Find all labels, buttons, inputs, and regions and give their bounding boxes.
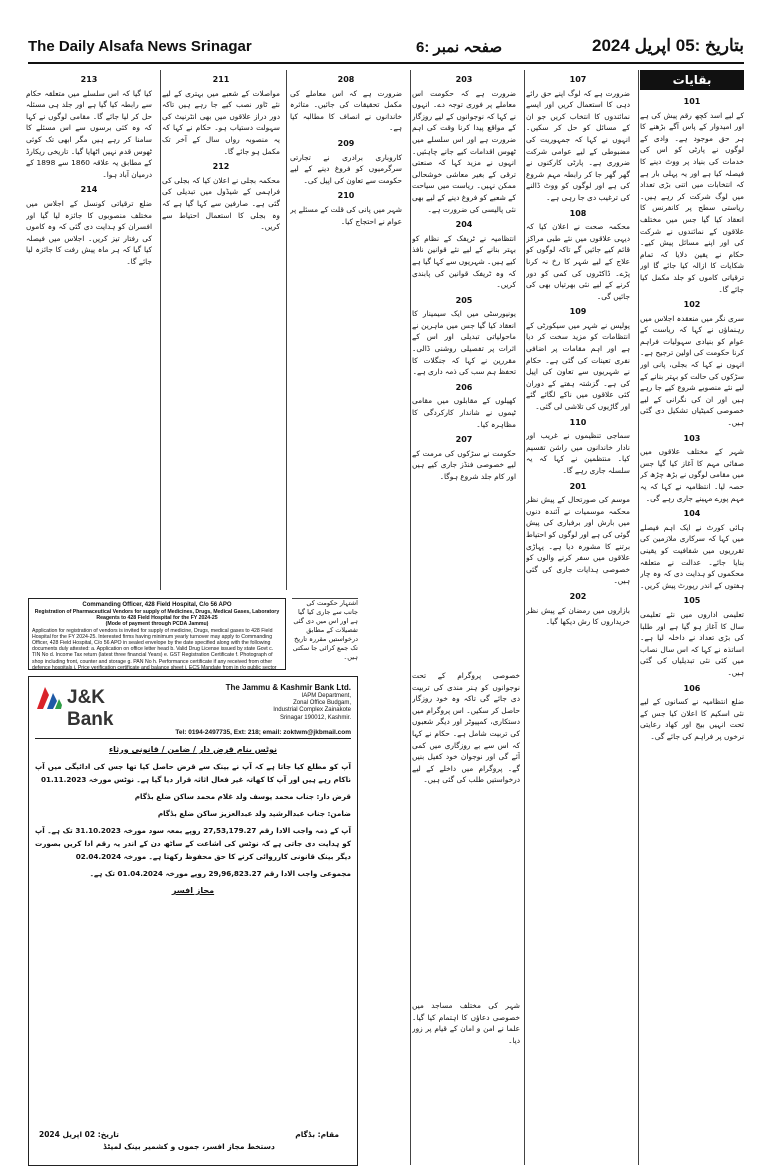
- article-column-1: [640, 92, 744, 1173]
- notice-side-text: اشتہار حکومت کی جانب سے جاری کیا گیا ہے اور اس میں دی گئی تفصیلات کے مطابق درخواستیں مقررہ تاریخ تک جمع کرائی جا سکتی ہیں۔: [292, 598, 358, 670]
- address-line: IAPM Department,: [301, 693, 351, 699]
- article-number: 109: [569, 307, 587, 317]
- bank-logo-text: J&K Bank: [67, 687, 114, 730]
- article-text: شہر کے مختلف علاقوں میں صفائی مہم کا آغاز کیا گیا جس میں مقامی لوگوں نے بڑھ چڑھ کر حصہ لیا۔ انتظامیہ نے کہا کہ یہ مہم پورے مہینے جاری رہے گی۔: [640, 447, 744, 503]
- masthead: [28, 36, 744, 64]
- article-number: 101: [683, 97, 701, 106]
- article-text: بازاروں میں رمضان کے پیش نظر خریداروں کا رش دیکھا گیا۔: [526, 605, 630, 627]
- article-column-5: [162, 70, 280, 660]
- bank-advertisement: [28, 676, 358, 1166]
- sign-place: مقام: بڈگام: [295, 1130, 339, 1139]
- bank-contact: Tel: 0194-2497735, Ext: 218; email: zoktwm@jkbmail.com: [35, 729, 351, 739]
- article-text: مواصلات کے شعبے میں بہتری کے لیے نئے ٹاور نصب کیے جا رہے ہیں تاکہ دور دراز علاقوں میں بھی انٹرنیٹ کی سہولت دستیاب ہو۔ حکام نے کہا کہ یہ منصوبہ رواں سال کے آخر تک مکمل ہو جائے گا۔: [162, 88, 280, 156]
- article-number: 104: [683, 509, 701, 519]
- notice-subheading: Registration of Pharmaceutical Vendors for supply of Medicines, Drugs, Medical Gases, Laboratory Reagents to 428 Field Hospital for the FY 2024-25: [34, 609, 280, 622]
- article-text: ضلع انتظامیہ نے کسانوں کے لیے نئی اسکیم کا اعلان کیا جس کے تحت انہیں بیج اور کھاد رعایتی نرخوں پر فراہم کی جائے گی۔: [640, 697, 744, 741]
- sign-date: تاریخ: 02 اپریل 2024: [39, 1130, 119, 1139]
- article-text: خصوصی پروگرام کے تحت نوجوانوں کو ہنر مندی کی تربیت دی جائے گی تاکہ وہ خود روزگار حاصل کر سکیں۔ اس پروگرام میں دستکاری، کمپیوٹر اور دیگر شعبوں کی تربیت شامل ہے۔ حکام نے کہا کہ اس سے بے روزگاری میں کمی آئے گی اور نوجوان خود کفیل بنیں گے۔ پروگرام میں داخلے کے لیے درخواستیں طلب کی گئی ہیں۔: [412, 671, 520, 785]
- article-text: انتظامیہ نے ٹریفک کے نظام کو بہتر بنانے کے لیے نئے قوانین نافذ کیے ہیں۔ شہریوں سے کہا گیا ہے کہ وہ ٹریفک قوانین کی پابندی کریں۔: [412, 233, 516, 290]
- article-number: 103: [683, 433, 701, 443]
- article-number: 211: [212, 75, 230, 84]
- bank-notice-body: [35, 743, 351, 901]
- address-line: Srinagar 190012, Kashmir.: [279, 714, 351, 721]
- column-divider: [160, 70, 161, 590]
- article-number: 202: [569, 591, 587, 601]
- column-divider: [638, 70, 639, 1165]
- bank-paragraph: مجموعی واجب الادا رقم 29,96,823.27 روپے مورخہ 01.04.2024 تک ہے۔: [89, 869, 351, 878]
- address-line: Zonal Office Budgam,: [293, 700, 351, 707]
- column-divider: [286, 70, 287, 590]
- bank-authorized-officer: مجاز افسر: [171, 886, 215, 895]
- article-text: ضلع ترقیاتی کونسل کے اجلاس میں مختلف منصوبوں کا جائزہ لیا گیا اور افسران کو ہدایت دی گئی کہ وہ کاموں کی رفتار تیز کریں۔ اجلاس میں فیصلہ کیا گیا کہ ہر ماہ پیش رفت کا جائزہ لیا جائے گا۔: [26, 198, 152, 266]
- article-number: 108: [569, 208, 587, 218]
- article-text: سری نگر میں منعقدہ اجلاس میں رہنماؤں نے کہا کہ ریاست کے عوام کو بنیادی سہولیات فراہم کرنا حکومت کی اولین ترجیح ہے۔ انہوں نے کہا کہ بجلی، پانی اور سڑکوں کی حالت کو بہتر بنانے کے لیے نئے منصوبے شروع کیے جا رہے ہیں اور ان کی نگرانی کے لیے خصوصی کمیٹیاں تشکیل دی گئی ہیں۔: [640, 313, 744, 428]
- article-number: 102: [683, 300, 701, 310]
- article-number: 205: [455, 295, 473, 305]
- jk-bank-logo-icon: [35, 685, 63, 711]
- column-divider: [524, 70, 525, 1165]
- article-number: 204: [455, 220, 473, 230]
- issue-date: بتاریخ :05 اپریل 2024: [592, 36, 744, 55]
- article-column-lower-a: [412, 670, 520, 995]
- bank-notice-heading: نوٹس بنام قرض دار / ضامن / قانونی ورثاء: [109, 745, 277, 754]
- tender-notice: [28, 598, 286, 670]
- article-text: سماجی تنظیموں نے غریب اور نادار خاندانوں میں راشن تقسیم کیا۔ منتظمین نے کہا کہ یہ سلسلہ جاری رہے گا۔: [526, 431, 630, 475]
- article-number: 214: [80, 185, 98, 195]
- notice-body: Application for registration of vendors is invited for supply of medicine, Drugs, medical gases to 428 Field Hospital for the FY 2024-25. Interested firms having minimum yearly turnover may apply to Commanding Officer, 428 Field Hospital, C/o 56 APO in sealed envelope by the date specified along with the following documents duly attested: a. Application on office letter head b. Valid Drug License issued by state Govt c. TIN No d. Income Tax return (latest three financial Years) e. GST Registration Certificate f. Photograph of shop including front, counter and storage g. PAN No h. Performance certificate if any received from other defence hospitals i. Price verification certificate and balance sheet j. ECS Mandate from in r/o public sector: [32, 627, 277, 670]
- article-number: 210: [337, 191, 355, 201]
- article-text: تعلیمی اداروں میں نئے تعلیمی سال کا آغاز ہو گیا ہے اور طلبا کی بڑی تعداد نے داخلہ لیا ہے۔ اساتذہ نے کہا کہ اس سال نصاب میں کئی نئی تبدیلیاں کی گئی ہیں۔: [640, 609, 744, 677]
- article-number: 203: [455, 75, 473, 84]
- column-divider: [410, 70, 411, 1165]
- article-column-lower-b: [412, 1000, 520, 1160]
- article-number: 206: [455, 382, 473, 392]
- article-text: یونیورسٹی میں ایک سیمینار کا انعقاد کیا گیا جس میں ماہرین نے ماحولیاتی تبدیلی اور اس کے اثرات پر تفصیلی روشنی ڈالی۔ مقررین نے کہا کہ جنگلات کا تحفظ ہم سب کی ذمہ داری ہے۔: [412, 309, 516, 377]
- article-text: پولیس نے شہر میں سیکورٹی کے انتظامات کو مزید سخت کر دیا ہے اور اہم مقامات پر اضافی نفری تعینات کی گئی ہے۔ حکام نے شہریوں سے تعاون کی اپیل کی ہے۔ گزشتہ ہفتے کے دوران کئی علاقوں میں ناکے لگائے گئے اور گاڑیوں کی تلاشی لی گئی۔: [526, 320, 630, 412]
- notice-heading: Commanding Officer, 428 Field Hospital, C/o 56 APO: [82, 602, 232, 608]
- bank-logo: [35, 683, 155, 730]
- article-number: 213: [80, 75, 98, 84]
- article-text: شہر میں پانی کی قلت کے مسئلے پر عوام نے احتجاج کیا۔: [290, 204, 402, 226]
- article-text: شہر کی مختلف مساجد میں خصوصی دعاؤں کا اہتمام کیا گیا۔ علما نے امن و امان کے قیام پر زور دیا۔: [412, 1001, 520, 1045]
- bank-paragraph: قرض دار: جناب محمد یوسف ولد غلام محمد ساکن ضلع بڈگام: [134, 792, 351, 801]
- article-text: کھیلوں کے مقابلوں میں مقامی ٹیموں نے شاندار کارکردگی کا مظاہرہ کیا۔: [412, 396, 516, 429]
- article-number: 209: [337, 138, 355, 148]
- article-text: کے لیے اسد کچھ رقم پیش کی ہے اور امیدوار کے پاس آگے بڑھنے کا ہر حق موجود ہے۔ وادی کے لوگوں نے پارٹی کو اس کی خدمات کی بنیاد پر ووٹ دینے کا فیصلہ کیا ہے اور یہ پہلی بار ہے کہ انتخابات میں اتنی بڑی تعداد میں لوگ شرکت کر رہے ہیں۔ ریاستی سطح پر کانفرنس کا انعقاد کیا گیا جس میں مختلف علاقوں کے نمائندوں نے شرکت کی اور اپنے مسائل پیش کیے۔ حکام نے یقین دلایا کہ تمام شکایات کا ازالہ کیا جائے گا اور ترقیاتی کاموں کو جلد مکمل کیا جائے گا۔: [640, 110, 744, 294]
- sign-footer: دستخط مجاز افسر، جموں و کشمیر بینک لمیٹڈ: [103, 1142, 275, 1151]
- article-column-4: [290, 70, 402, 660]
- bank-paragraph: آپ کے ذمہ واجب الادا رقم 27,53,179.27 روپے بمعہ سود مورخہ 31.10.2023 تک ہے۔ آپ کو ہدایت دی جاتی ہے کہ نوٹس کی اشاعت کے ساٹھ دن کے اندر یہ رقم ادا کریں بصورت دیگر بینک قانونی کارروائی کرنے کا حق محفوظ رکھتا ہے۔ مورخہ 02.04.2024: [35, 826, 351, 861]
- section-banner: بقایات: [640, 70, 744, 90]
- article-text: ہائی کورٹ نے ایک اہم فیصلے میں کہا کہ سرکاری ملازمین کی تقرریوں میں شفافیت کو یقینی بنایا جائے۔ عدالت نے متعلقہ محکموں کو ہدایت دی کہ وہ چار ہفتوں کے اندر رپورٹ پیش کریں۔: [640, 522, 744, 590]
- bank-name: The Jammu & Kashmir Bank Ltd.: [225, 683, 351, 692]
- article-text: ضرورت ہے کہ حکومت اس معاملے پر فوری توجہ دے۔ انہوں نے کہا کہ نوجوانوں کے لیے روزگار کے مواقع پیدا کرنا وقت کی اہم ضرورت ہے اور اس سلسلے میں ٹھوس اقدامات کیے جانے چاہئیں۔ انہوں نے مزید کہا کہ صنعتی ترقی کے بغیر معاشی خوشحالی ممکن نہیں۔ ریاست میں سیاحت کے شعبے کو فروغ دینے کے لیے بھی نئی پالیسی کی ضرورت ہے۔: [412, 88, 516, 214]
- article-text: ضرورت ہے کہ اس معاملے کی مکمل تحقیقات کی جائیں۔ متاثرہ خاندانوں نے انصاف کا مطالبہ کیا ہے۔: [290, 88, 402, 133]
- address-line: Industrial Complex Zainakote: [273, 707, 351, 714]
- article-text: موسم کی صورتحال کے پیش نظر محکمہ موسمیات نے آئندہ دنوں میں بارش اور برفباری کی پیش گوئی کی ہے اور لوگوں کو احتیاط برتنے کا مشورہ دیا ہے۔ پہاڑی علاقوں میں سفر کرنے والوں کو خصوصی ہدایات جاری کی گئی ہیں۔: [526, 495, 630, 586]
- article-number: 207: [455, 435, 473, 445]
- article-number: 212: [212, 162, 230, 172]
- article-text: محکمہ صحت نے اعلان کیا کہ دیہی علاقوں میں نئے طبی مراکز قائم کیے جائیں گے تاکہ لوگوں کو علاج کے لیے شہر کا رخ نہ کرنا پڑے۔ ڈاکٹروں کی کمی کو دور کرنے کے لیے نئی بھرتیاں بھی کی جائیں گی۔: [526, 222, 630, 301]
- article-text: محکمہ بجلی نے اعلان کیا کہ بجلی کی فراہمی کے شیڈول میں تبدیلی کی گئی ہے۔ صارفین سے کہا گیا ہے کہ وہ بجلی کا استعمال احتیاط سے کریں۔: [162, 175, 280, 232]
- article-number: 106: [683, 683, 701, 693]
- article-text: حکومت نے سڑکوں کی مرمت کے لیے خصوصی فنڈز جاری کیے ہیں اور کام جلد شروع ہوگا۔: [412, 448, 516, 481]
- article-number: 208: [337, 75, 355, 84]
- article-column-6: [26, 70, 152, 660]
- bank-signature-block: [39, 1129, 339, 1153]
- bank-paragraph: ضامن: جناب عبدالرشید ولد عبدالعزیز ساکن ضلع بڈگام: [157, 809, 351, 818]
- article-column-2: [526, 70, 630, 1165]
- newspaper-title: The Daily Alsafa News Srinagar: [28, 38, 252, 55]
- article-number: 107: [569, 75, 587, 84]
- article-text: ضرورت ہے کہ لوگ اپنے حق رائے دہی کا استعمال کریں اور ایسے نمائندوں کا انتخاب کریں جو ان کے مسائل کو حل کر سکیں۔ انہوں نے کہا کہ جمہوریت کی مضبوطی کے لیے عوامی شرکت ضروری ہے۔ پارٹی کارکنوں نے گھر گھر جا کر رابطہ مہم شروع کی ہے اور لوگوں کو ووٹ ڈالنے کی ترغیب دی جا رہی ہے۔: [526, 88, 630, 202]
- bank-address: [171, 683, 351, 722]
- notice-mode: (Mode of payment through PCDA Jammu): [105, 621, 209, 628]
- article-number: 201: [569, 481, 587, 491]
- article-text: کیا گیا کہ اس سلسلے میں متعلقہ حکام سے رابطہ کیا گیا ہے اور جلد ہی مسئلہ حل کر لیا جائے گا۔ مقامی لوگوں نے کہا کہ وہ کئی برسوں سے اس مسئلے کا سامنا کر رہے ہیں مگر ابھی تک کوئی ٹھوس قدم نہیں اٹھایا گیا۔ تاریخی ریکارڈ کے مطابق یہ علاقہ 1860 سے 1898 کے درمیان آباد ہوا۔: [26, 88, 152, 179]
- article-text: کاروباری برادری نے تجارتی سرگرمیوں کو فروغ دینے کے لیے حکومت سے تعاون کی اپیل کی۔: [290, 152, 402, 185]
- bank-paragraph: آپ کو مطلع کیا جاتا ہے کہ آپ نے بینک سے قرض حاصل کیا تھا جس کی ادائیگی میں آپ ناکام رہے ہیں اور آپ کا کھاتہ غیر فعال اثاثہ قرار دیا گیا ہے۔ نوٹس مورخہ 01.11.2023: [35, 762, 351, 784]
- article-number: 105: [683, 596, 701, 606]
- article-number: 110: [569, 417, 587, 427]
- page-number: صفحہ نمبر :6: [416, 39, 503, 56]
